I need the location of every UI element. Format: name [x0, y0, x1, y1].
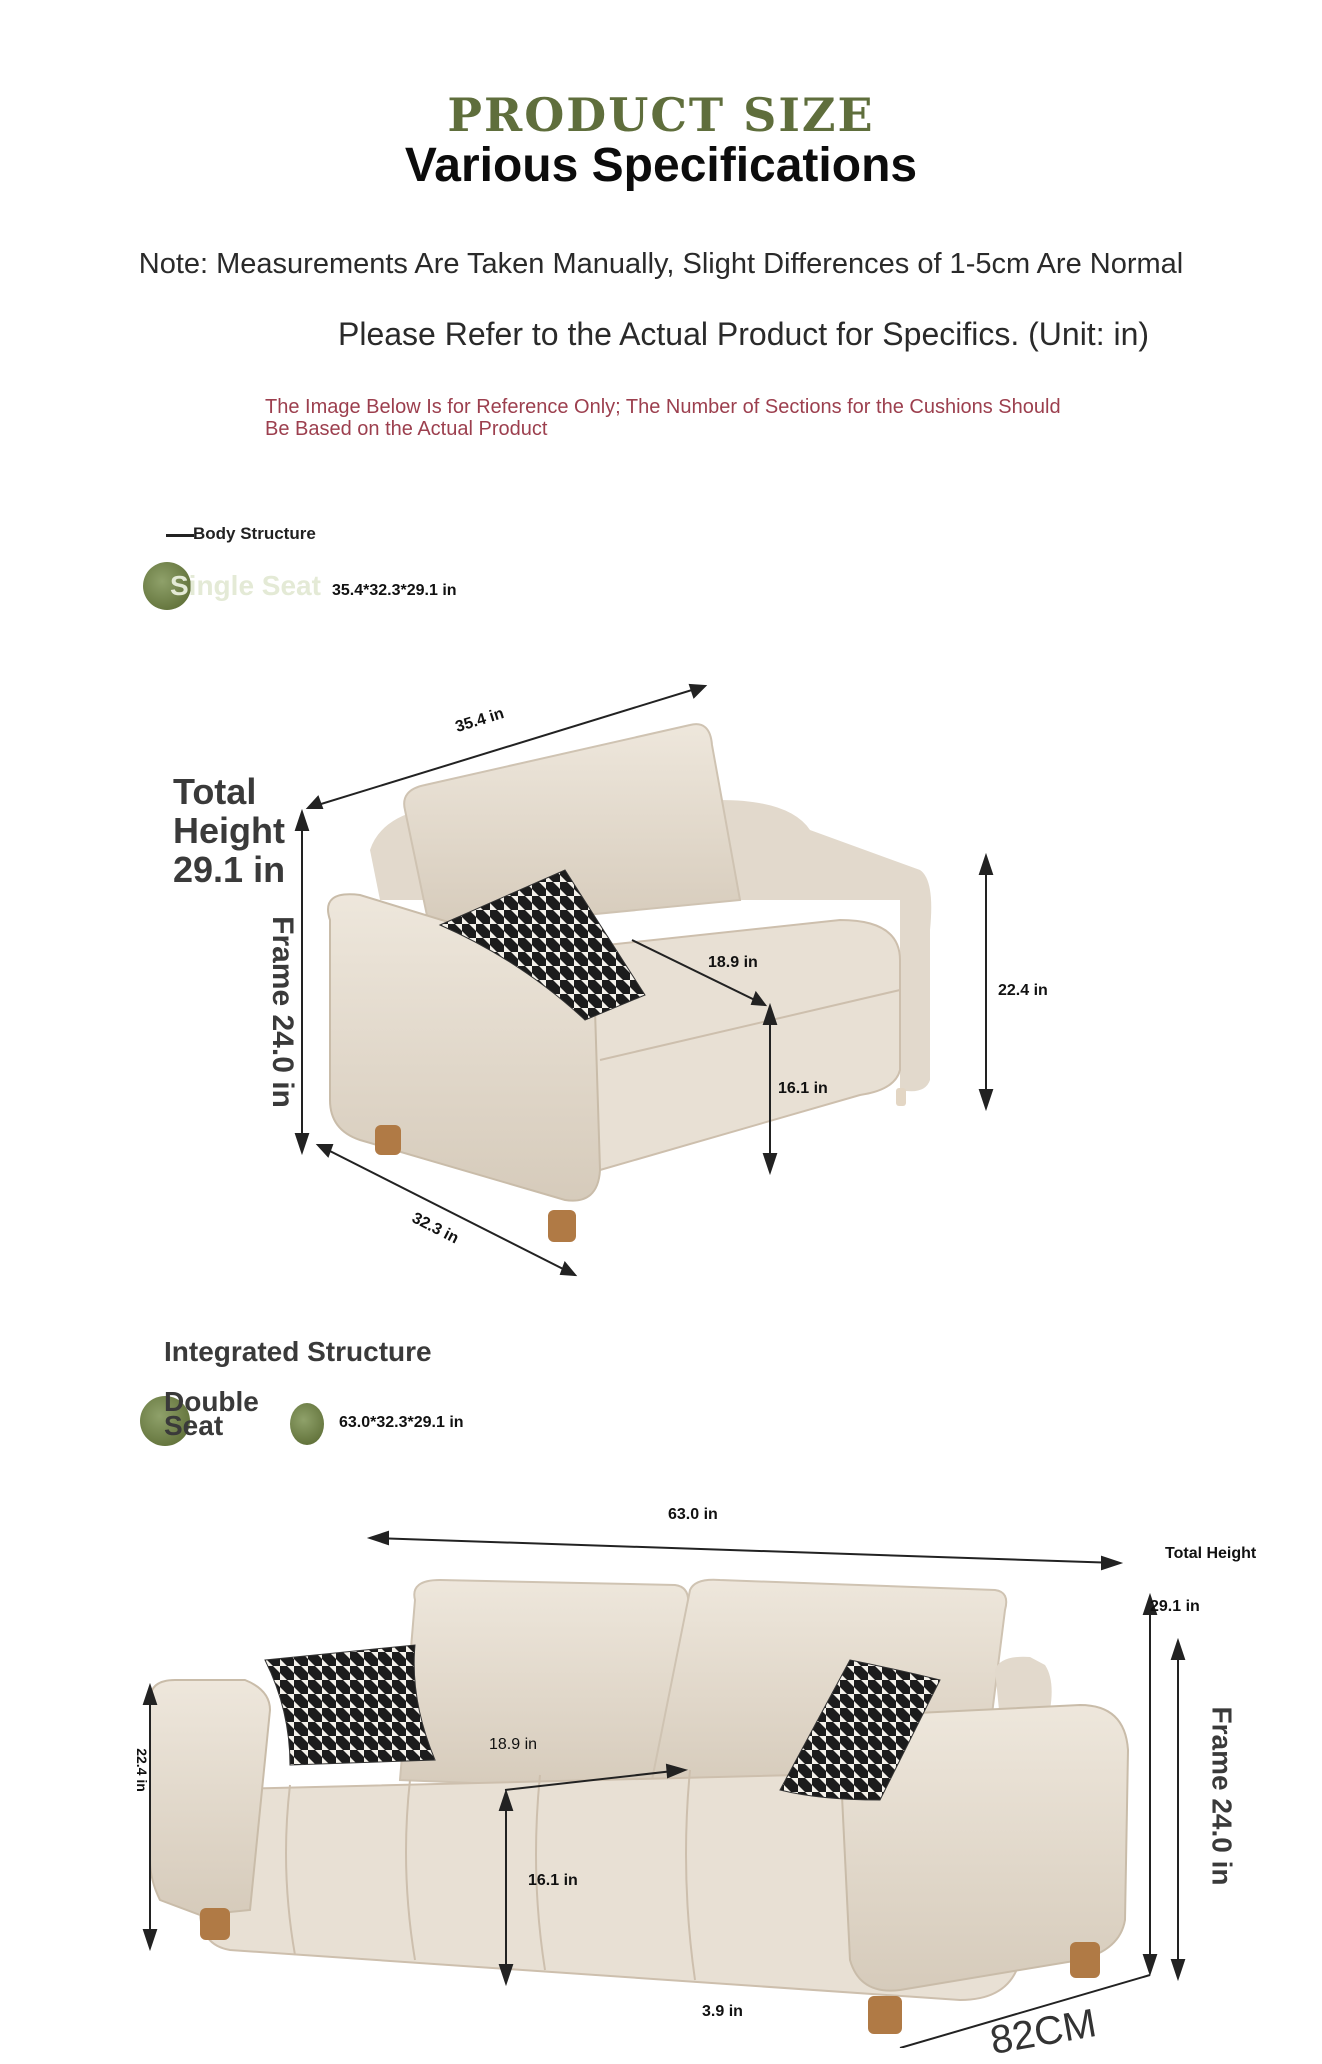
double-depth-cm-label: 82CM: [986, 2001, 1100, 2063]
double-seat-height-label: 16.1 in: [528, 1872, 578, 1889]
single-seat-height-label: 16.1 in: [778, 1080, 828, 1097]
double-total-height-label: Total Height: [1165, 1545, 1257, 1562]
page-title: Various Specifications: [404, 139, 918, 192]
single-total-height-label: Total Height 29.1 in: [173, 771, 286, 890]
integrated-structure-title: Integrated Structure: [164, 1336, 432, 1367]
measurement-note: Note: Measurements Are Taken Manually, Slight Differences of 1-5cm Are Normal: [138, 248, 1184, 280]
double-seat-depth-label: 18.9 in: [489, 1736, 538, 1753]
legend-label: Body Structure: [193, 524, 316, 543]
single-seat-label: Single Seat: [170, 570, 321, 601]
single-depth-label: 32.3 in: [409, 1209, 462, 1248]
double-seat-label: Double Seat: [164, 1386, 259, 1441]
double-width-label: 63.0 in: [668, 1506, 718, 1523]
double-arm-height-label: 22.4 in: [133, 1748, 150, 1792]
single-arm-height-label: 22.4 in: [998, 982, 1048, 999]
single-width-label: 35.4 in: [453, 705, 507, 736]
double-total-height-value: 29.1 in: [1150, 1598, 1200, 1615]
single-frame-label: Frame 24.0 in: [265, 916, 299, 1108]
double-frame-label: Frame 24.0 in: [1206, 1706, 1238, 1886]
double-leg-height-label: 3.9 in: [702, 2003, 743, 2020]
product-size-logo: PRODUCT SIZE: [447, 88, 875, 142]
single-seat-size: 35.4*32.3*29.1 in: [332, 582, 457, 599]
double-seat-size: 63.0*32.3*29.1 in: [339, 1414, 464, 1431]
single-seat-depth-label: 18.9 in: [708, 954, 758, 971]
reference-warning: The Image Below Is for Reference Only; The Number of Sections for the Cushions Should Be Based on the Actual Product: [265, 396, 1061, 440]
refer-note: Please Refer to the Actual Product for Specifics. (Unit: in): [338, 316, 1150, 352]
